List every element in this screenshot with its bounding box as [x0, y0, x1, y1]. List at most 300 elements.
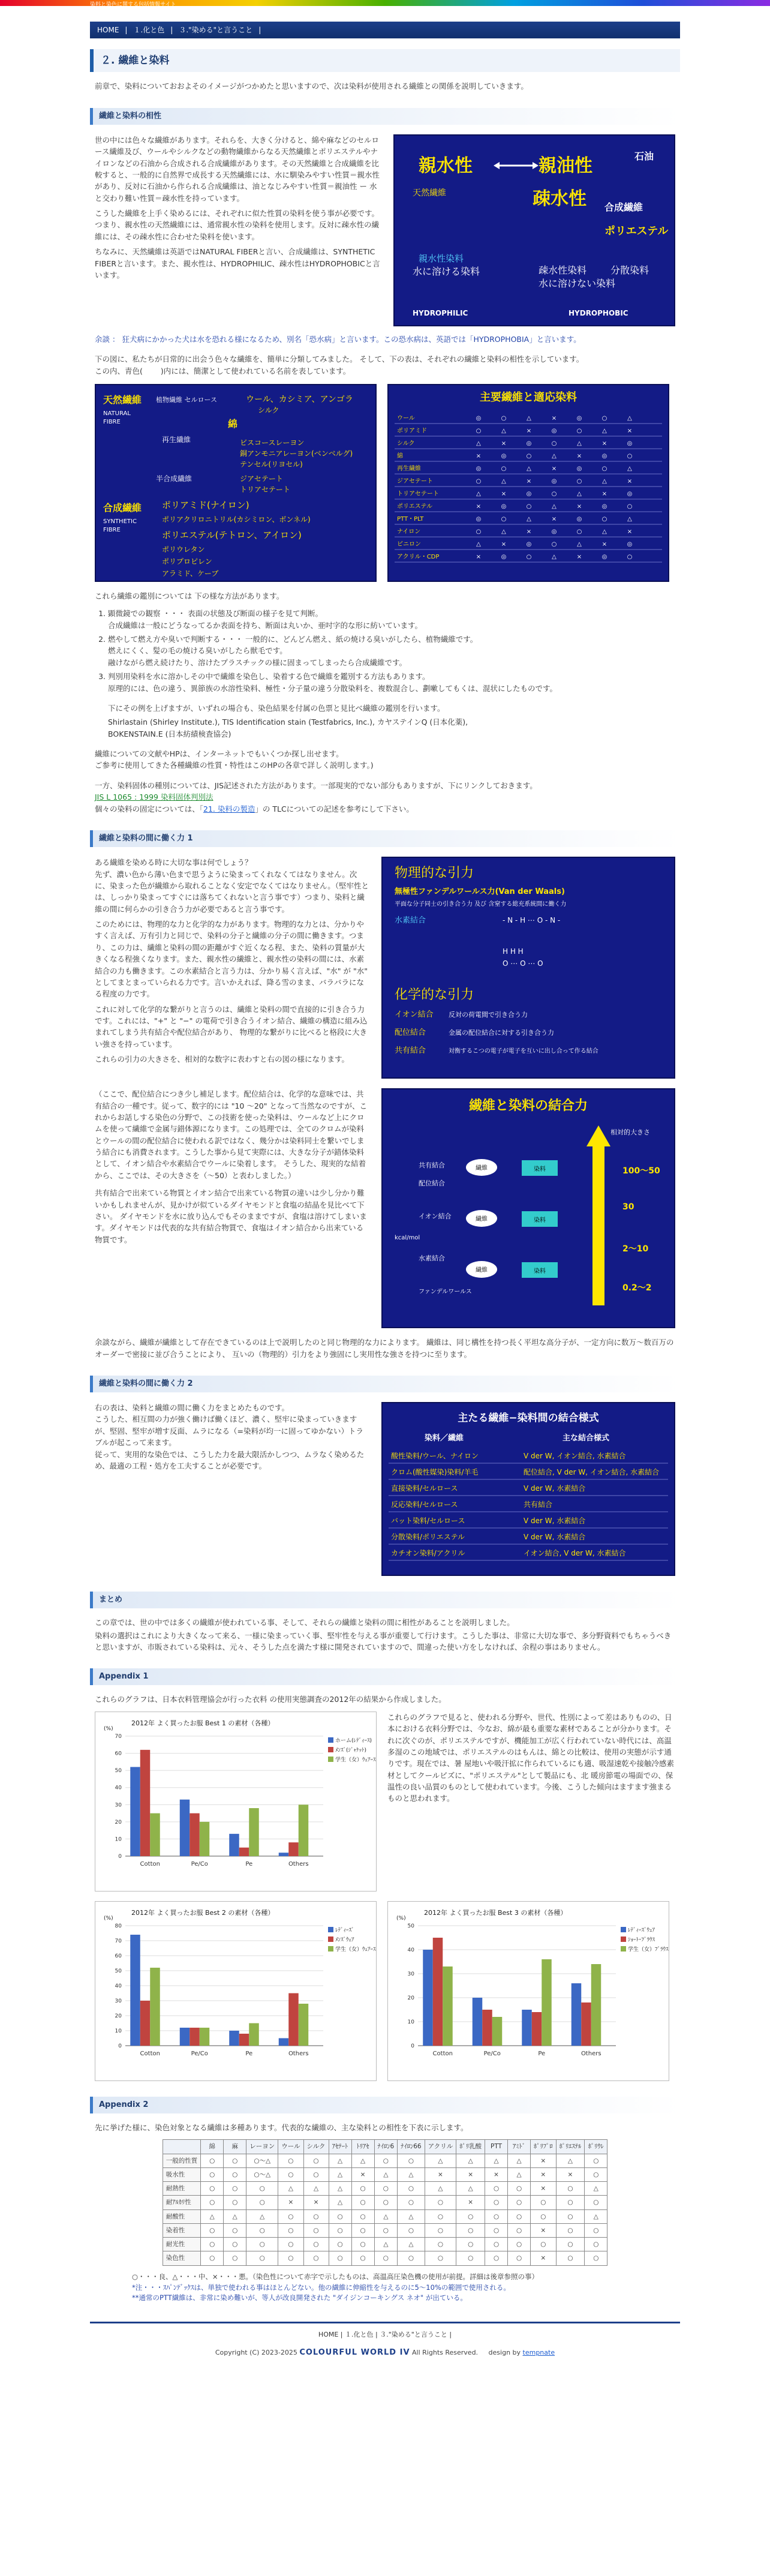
- chart-title: 2012年 よく買ったお服 Best 1 の素材（各種）: [131, 1719, 275, 1727]
- d3-mark: ×: [576, 503, 582, 510]
- d5-dye-label-2: 染料: [534, 1217, 546, 1224]
- table-cell: ×: [456, 2196, 485, 2209]
- chart-tick-label: 30: [407, 1971, 414, 1977]
- table-cell: ○: [374, 2251, 398, 2265]
- d2-cupra: 銅アンモニアレーヨン(ベンベルグ): [240, 449, 353, 458]
- chart-bar: [249, 1808, 259, 1856]
- d3-mark: ◎: [501, 553, 507, 560]
- table-cell: ○: [585, 2251, 607, 2265]
- table-cell: ○: [531, 2209, 557, 2223]
- table-cell: ○: [303, 2251, 329, 2265]
- table-cell: ×: [531, 2223, 557, 2237]
- chart-tick-label: 40: [115, 1785, 122, 1791]
- d3-mark: ○: [526, 452, 532, 460]
- table-cell: ○: [456, 2223, 485, 2237]
- table-cell: ○: [531, 2238, 557, 2251]
- d3-mark: ×: [501, 490, 507, 497]
- design-credit: design by: [488, 2349, 521, 2357]
- d3-mark: ○: [601, 465, 607, 472]
- chart-bar: [239, 1848, 249, 1856]
- section-heading-appendix-1: Appendix 1: [90, 1668, 680, 1685]
- table-cell: ○: [456, 2209, 485, 2223]
- d2-regen: 再生繊維: [162, 435, 191, 444]
- d3-mark: ○: [627, 452, 633, 460]
- forces2-text: [95, 1402, 371, 1576]
- forces-para-1: ある繊維を染める時に大切な事は何でしょう？ 先ず、濃い色から薄い色まで思うように染まってくれなくてはなりません。次に、染まった色が繊維から取れることなく安定でなくてはなりません。（堅牢性とは、しっかり染まってすぐには落ちてくれないと言う事です）つまり、染料と繊維の間に何らかの引き合う力が必要であると言う事です。: [95, 858, 369, 914]
- d3-mark: ×: [501, 541, 507, 548]
- table-cell: △: [303, 2182, 329, 2196]
- svg-text:O ⋯ O ⋯ O: O ⋯ O ⋯ O: [503, 959, 543, 968]
- d3-row-label: 綿: [397, 452, 403, 460]
- attraction-diagram: [381, 857, 675, 1079]
- page-title: ２. 繊維と染料: [90, 49, 680, 72]
- d5-axis: 相対的大きさ: [610, 1128, 650, 1137]
- bond-type-table-diagram: [381, 1402, 675, 1576]
- d5-v4: 0.2〜2: [622, 1283, 652, 1293]
- table-cell: △: [278, 2182, 303, 2196]
- d6-bond: V der W, イオン結合, 水素結合: [524, 1452, 626, 1461]
- d3-mark: ◎: [501, 503, 507, 510]
- d6-dye-fiber: 直接染料/セルロース: [391, 1484, 458, 1493]
- table-header-cell: ﾄﾘｱｾ: [351, 2140, 374, 2154]
- table-row: [163, 2209, 607, 2223]
- table-cell: ○: [425, 2209, 456, 2223]
- d5-cov: 共有結合: [419, 1161, 445, 1170]
- table-cell: ○: [201, 2196, 224, 2209]
- table-cell: △: [201, 2209, 224, 2223]
- identification-intro: これら繊維の鑑別については 下の様な方法があります。: [95, 591, 284, 601]
- footer-separator: |: [340, 2331, 343, 2339]
- table-cell: △: [556, 2154, 585, 2167]
- section-heading-appendix-2: Appendix 2: [90, 2097, 680, 2113]
- chart-legend-label: 学生（女）ｳｪｱｰｽ: [335, 1757, 376, 1763]
- table-cell: ○: [508, 2238, 531, 2251]
- page-wrapper: [90, 6, 680, 2359]
- appendix1-side-text: これらのグラフで見ると、使われる分野や、世代、性別によって差はありものの、日本における衣料分野では、今なお、綿が最も重要な素材であることが分かります。それに次ぐのが、ポリエステルですが、機能加工が広く行われていない時代には、高温多湿のこの地域では、ポリエステルのはもんは、綿との比較は、使用の実態が示す通りです。現在では、暑 屋地いや吸汗拡に作られているにも適、吸湿速乾や接触冷感素材としてクールビズに、"ポリエステル"として製品にも、北 暖房節電の場面での、保温性の良い品質のものとして使われています。今後、こうした傾向はますます強まるものと思われます。: [387, 1712, 674, 1803]
- table-cell: ○: [556, 2251, 585, 2265]
- fiber-table-intro-text: 下の図に、私たちが日常的に出会う色々な繊維を、簡単に分類してみました。 そして、下の表は、それぞれの繊維と染料の相性を示しています。: [95, 355, 584, 364]
- d3-row-label: ウール: [397, 415, 415, 422]
- d4-vdw: 無極性ファンデルワールス力(Van der Waals): [395, 887, 565, 897]
- d3-mark: △: [501, 427, 506, 434]
- chart-tick-label: 50: [407, 1923, 414, 1929]
- table-row: [163, 2251, 607, 2265]
- table-header-cell: ウール: [278, 2140, 303, 2154]
- forces-para-4: これらの引力の大きさを、相対的な数字に表わすと右の図の様になります。: [95, 1055, 350, 1064]
- chart-legend-label: ホーム(ﾚﾃﾞｨｰｽ): [335, 1737, 372, 1744]
- d6-bond: 共有結合: [524, 1500, 553, 1509]
- table-cell: ○: [585, 2154, 607, 2167]
- d3-mark: ◎: [526, 490, 532, 497]
- chart-best2: [95, 1901, 377, 2081]
- affinity-text: [95, 134, 383, 326]
- breadcrumb-nav: [90, 22, 680, 38]
- table-cell: ×: [556, 2167, 585, 2181]
- chart-title: 2012年 よく買ったお服 Best 3 の素材（各種）: [424, 1908, 567, 1917]
- d3-mark: △: [627, 515, 632, 523]
- chart-tick-label: 20: [407, 1995, 414, 2001]
- d3-mark: ○: [476, 427, 482, 434]
- affinity-para-1: 世の中には色々な繊維があります。それらを、大きく分けると、綿や麻などのセルロース繊維及び、ウールやシルクなどの動物繊維からなる天然繊維とポリエステルやナイロンなどの石油から合成される合成繊維があります。その天然繊維と合成繊維を比較すると、一般的に自然界で成長する天然繊維には、水に馴染みやすい性質＝親水性があり、反対に石油から作られる合成繊維は、油となじみやすい性質＝親油性 ー 水と交わり難い性質＝疎水性を持っています。: [95, 135, 380, 203]
- d6-title: 主たる繊維−染料間の結合様式: [458, 1412, 599, 1425]
- d4-ionic: イオン結合: [395, 1010, 434, 1020]
- table-cell: ○: [485, 2209, 508, 2223]
- d3-mark: ×: [526, 478, 532, 485]
- table-cell: ○: [374, 2196, 398, 2209]
- chart-legend-swatch: [328, 1747, 333, 1752]
- chart-tick-label: 40: [407, 1947, 414, 1953]
- d2-triacetate: トリアセテート: [240, 485, 290, 494]
- chart-best3-svg: [388, 1902, 669, 2080]
- d1-arrow-head: [533, 162, 539, 169]
- d5-fiber-label-1: 繊維: [476, 1165, 488, 1172]
- table-cell: ○: [329, 2223, 351, 2237]
- chart-tick-label: 0: [118, 1853, 122, 1860]
- table-cell: ○: [374, 2154, 398, 2167]
- chart-tick-label: 40: [115, 1983, 122, 1989]
- table-header-cell: ﾎﾟﾘﾌﾟﾛ: [531, 2140, 557, 2154]
- table-cell: ○: [246, 2182, 278, 2196]
- table-cell: ○: [508, 2196, 531, 2209]
- chart-bar: [299, 2004, 309, 2046]
- d3-mark: ◎: [601, 452, 607, 460]
- chart-bar: [443, 1966, 453, 2046]
- chart-category-label: Pe/Co: [483, 2050, 501, 2057]
- table-cell: ○: [246, 2238, 278, 2251]
- d1-oil: 石油: [634, 150, 654, 162]
- chart-tick-label: 80: [115, 1923, 122, 1929]
- chart-bar: [288, 1993, 299, 2046]
- d6-bond: V der W, 水素結合: [524, 1533, 586, 1542]
- table-cell: ○: [351, 2196, 374, 2209]
- attraction-svg: [383, 858, 674, 1077]
- chart-category-label: Cotton: [140, 2050, 160, 2057]
- chart-bar: [229, 2031, 239, 2046]
- table-cell: ○: [531, 2196, 557, 2209]
- chart-bar: [279, 1853, 289, 1856]
- table-cell: △: [351, 2154, 374, 2167]
- tlc-note: [95, 803, 675, 815]
- d3-mark: ○: [551, 541, 557, 548]
- nav-separator: |: [258, 25, 261, 34]
- d3-mark: ○: [627, 503, 633, 510]
- stain-products-1: Shirlastain (Shirley Institute.), TIS Identification stain (Testfabrics, Inc.), カヤステインQ (日本化薬),: [108, 717, 468, 727]
- table-cell: ○: [351, 2251, 374, 2265]
- d3-mark: ○: [501, 465, 507, 472]
- fiber-classification-svg: [96, 385, 375, 581]
- d6-dye-fiber: クロム(酸性媒染)染料/羊毛: [391, 1468, 479, 1477]
- chart-bar: [239, 2034, 249, 2046]
- d3-mark: ○: [576, 427, 582, 434]
- fiber-table-intro-b: この内、青色(: [95, 366, 143, 376]
- chart-legend-label: 学生（女）ﾌﾞﾗｳｽ: [628, 1946, 669, 1953]
- fiber-dye-matrix-diagram: [387, 384, 669, 582]
- chart-legend-swatch: [621, 1936, 626, 1942]
- d2-plant: 植物繊維 セルロース: [156, 395, 217, 404]
- chart-bar: [279, 2038, 289, 2046]
- summary-para-2: 染料の選択はこれにより大きくなって来る、一様に染まっていく事、堅牢性を与える事が重要して行けます。こうした事は、非常に大切な事で、多分野資料でもちゃうべきと思いますが、市販されている染料は、元々、そうした点を満たす様に開発されていますので、間違った使い方をしなければ、余程の事はありません。: [95, 1631, 672, 1652]
- table-row: [163, 2167, 607, 2181]
- chart-tick-label: 70: [115, 1938, 122, 1944]
- summary-para-1: この章では、世の中では多くの繊維が使われている事、そして、それらの繊維と染料の間に相性があることを説明しました。: [95, 1618, 515, 1628]
- chart-category-label: Others: [288, 2050, 309, 2057]
- d1-arrow-tail: [494, 162, 500, 169]
- d4-chemical: 化学的な引力: [395, 987, 474, 1003]
- designer-link[interactable]: tempnate: [522, 2349, 555, 2357]
- stain-products-2: BOKENSTAIN.E (日本紡績検査協会): [108, 729, 231, 738]
- d3-row-label: ビニロン: [397, 541, 421, 548]
- d4-vdw-desc: 平面な分子同士の引き合う力 及び 含窒する総充系統間に働く力: [395, 901, 567, 908]
- d6-h2: 主な結合様式: [563, 1434, 610, 1443]
- d5-dye-label-3: 染料: [534, 1268, 546, 1275]
- d3-mark: ◎: [627, 440, 633, 447]
- d4-ionic-desc: 反対の荷電間で引き合う力: [449, 1011, 528, 1019]
- table-cell: ○: [224, 2196, 246, 2209]
- copyright: [90, 2347, 680, 2359]
- chart-legend-swatch: [621, 1927, 626, 1932]
- d2-tencel: テンセル(リヨセル): [240, 460, 303, 469]
- chart-tick-label: 10: [115, 1836, 122, 1843]
- chart-bar: [572, 1983, 582, 2046]
- d3-mark: ○: [551, 440, 557, 447]
- chart-bar: [200, 1822, 210, 1856]
- d3-mark: △: [577, 490, 582, 497]
- table-cell: △: [246, 2209, 278, 2223]
- chart-bar: [482, 2010, 492, 2046]
- table-row: [163, 2154, 607, 2167]
- d6-dye-fiber: 酸性染料/ウール、ナイロン: [391, 1452, 479, 1461]
- table-cell: ○: [374, 2223, 398, 2237]
- table-cell: ○: [201, 2238, 224, 2251]
- chart-title: 2012年 よく買ったお服 Best 2 の素材（各種）: [131, 1908, 275, 1917]
- d2-wool: ウール、カシミア、アンゴラ: [246, 394, 353, 404]
- aside-hydrophobia: 余談 ： 狂犬病にかかった犬は水を恐れる様になるため、別名「恐水病」と言います。この恐水病は、英語では「HYDROPHOBIA」と言います。: [95, 334, 581, 344]
- table-cell: △: [329, 2196, 351, 2209]
- table-cell: ○: [224, 2238, 246, 2251]
- bond-strength-svg: [383, 1089, 674, 1327]
- d3-mark: △: [552, 452, 557, 460]
- d2-pla: ポリアクリロニトリル(カシミロン、ボンネル): [162, 515, 311, 524]
- literature-note-b: ご参考に使用してきた各種繊維の性質・特性はこのHPの各章で詳しく説明します。): [95, 761, 374, 770]
- d6-bond: 配位結合, V der W, イオン結合, 水素結合: [524, 1468, 660, 1477]
- footer-prev-link[interactable]: １.化と色: [345, 2331, 374, 2339]
- table-header-cell: 麻: [224, 2140, 246, 2154]
- identification-methods: [108, 608, 675, 694]
- table-cell: ○: [556, 2209, 585, 2223]
- chart-legend-label: ﾚﾃﾞｨｰｽﾞ: [335, 1927, 354, 1933]
- d3-mark: ×: [576, 452, 582, 460]
- d3-mark: △: [527, 465, 531, 472]
- chart-bar: [200, 2028, 210, 2046]
- d5-title: 繊維と染料の結合力: [468, 1098, 588, 1114]
- table-cell: ○: [425, 2251, 456, 2265]
- table-cell: ○: [508, 2209, 531, 2223]
- d3-mark: ×: [551, 465, 557, 472]
- table-cell: ○: [556, 2196, 585, 2209]
- section-heading-forces-2: 繊維と染料の間に働く力 2: [90, 1376, 680, 1392]
- d3-mark: ◎: [576, 465, 582, 472]
- d3-mark: ×: [551, 415, 557, 422]
- d3-mark: ×: [627, 478, 633, 485]
- chart-category-label: Pe/Co: [191, 2050, 208, 2057]
- table-cell: ○: [329, 2251, 351, 2265]
- table-cell: ○: [224, 2154, 246, 2167]
- chart-bar: [229, 1834, 239, 1856]
- table-cell: 耐熱性: [163, 2182, 201, 2196]
- chart-category-label: Others: [580, 2050, 601, 2057]
- table-cell: △: [398, 2238, 425, 2251]
- identification-tail: 下にその例を上げますが、いずれの場合も、染色結果を付属の色票と見比べ繊維の鑑別を行います。: [108, 703, 445, 713]
- nav-next-link[interactable]: ３."染める"と言うこと: [179, 25, 253, 34]
- table-cell: ×: [351, 2167, 374, 2181]
- chart-tick-label: 10: [115, 2028, 122, 2034]
- chart-legend-label: ﾚﾃﾞｨｰｽﾞｳｪｱ: [628, 1927, 655, 1933]
- table-note: *注・・・ｽﾊﾟﾝﾃﾞｯｸｽは、単独で使われる事はほとんどない。他の繊維に伸縮性を与えるのに5〜10%の範囲で使用される。: [132, 2283, 510, 2292]
- literature-note: 繊維についての文献やHPは、インターネットでもいくつか探し出せます。: [95, 749, 344, 759]
- table-cell: △: [224, 2209, 246, 2223]
- table-cell: ×: [531, 2251, 557, 2265]
- chart-tick-label: 20: [115, 2013, 122, 2019]
- table-cell: ○: [278, 2238, 303, 2251]
- table-cell: ○: [456, 2251, 485, 2265]
- chart-tick-label: 30: [115, 1802, 122, 1809]
- tlc-note-b: 」の TLCについての記述を参考にして下さい。: [255, 804, 414, 813]
- section-heading-forces-1: 繊維と染料の間に働く力 1: [90, 830, 680, 847]
- chart-tick-label: 0: [411, 2043, 414, 2049]
- d2-pe: ポリエステル(テトロン、アイロン): [162, 529, 302, 541]
- forces2-para-3: 従って、実用的な染色では、こうした力を最大限活かしつつ、ムラなく染めるため、最適の工程・処方を工夫することが必要です。: [95, 1449, 365, 1470]
- d4-physical: 物理的な引力: [395, 866, 474, 881]
- table-cell: △: [585, 2209, 607, 2223]
- table-row: [163, 2238, 607, 2251]
- chart-legend-swatch: [328, 1927, 333, 1932]
- jis-link[interactable]: JIS L 1065 : 1999 染料固体判別法: [95, 792, 213, 802]
- table-cell: ○: [585, 2238, 607, 2251]
- d3-row-label: ジアセテート: [397, 478, 433, 485]
- chart-bar: [542, 1959, 552, 2046]
- d3-mark: △: [552, 553, 557, 560]
- fiber-property-table: [163, 2139, 608, 2265]
- d3-mark: ×: [526, 427, 532, 434]
- table-header-cell: レーヨン: [246, 2140, 278, 2154]
- d3-mark: ◎: [601, 503, 607, 510]
- table-cell: 耐酸性: [163, 2209, 201, 2223]
- chart-bar: [130, 1767, 140, 1856]
- jis-link-row: [95, 791, 675, 803]
- nav-prev-link[interactable]: １.化と色: [133, 25, 165, 34]
- d3-row-label: シルク: [397, 440, 415, 447]
- copyright-rights: All Rights Reserved.: [412, 2349, 479, 2357]
- table-cell: ○: [485, 2238, 508, 2251]
- table-cell: ×: [485, 2167, 508, 2181]
- identification-method: 1. 顕微鏡での観察 ・・・ 表面の状態及び断面の様子を見て判断。 合成繊維は一般にどうなってるか表面を持ち、断面は丸いか、亜吋字的な形に紡いています。: [108, 608, 675, 631]
- table-cell: ○: [398, 2196, 425, 2209]
- table-cell: 耐光性: [163, 2238, 201, 2251]
- d5-ionic: イオン結合: [419, 1212, 452, 1221]
- d2-synthetic: 合成繊維: [103, 502, 142, 514]
- d2-pa: ポリアミド(ナイロン): [162, 499, 249, 511]
- d3-mark: ◎: [551, 478, 557, 485]
- table-cell: ○: [425, 2238, 456, 2251]
- chart-category-label: Pe/Co: [191, 1860, 208, 1868]
- section-heading-summary: まとめ: [90, 1592, 680, 1608]
- affinity-para-3: ちなみに、天然繊維は英語ではNATURAL FIBERと言い、合成繊維は、SYNTHETIC FIBERと言います。また、親水性は、HYDROPHILIC、疎水性はHYDROPHOBICと言います。: [95, 247, 380, 280]
- footer-separator: |: [375, 2331, 378, 2339]
- table-cell: △: [374, 2238, 398, 2251]
- chart-bar: [522, 2010, 532, 2046]
- chart-bar: [492, 2017, 503, 2046]
- d3-mark: ×: [601, 440, 607, 447]
- d2-natural-en2: FIBRE: [103, 418, 121, 425]
- chart-legend-swatch: [328, 1757, 333, 1762]
- table-cell: ○: [398, 2154, 425, 2167]
- chart-ylabel: (%): [396, 1915, 406, 1922]
- table-header-cell: ﾅｲﾛﾝ6: [374, 2140, 398, 2154]
- chart-ylabel: (%): [104, 1725, 113, 1732]
- d6-bond: V der W, 水素結合: [524, 1517, 586, 1526]
- footer-next-link[interactable]: ３."染める"と言うこと: [380, 2331, 447, 2339]
- d3-row-label: アクリル・CDP: [397, 553, 440, 560]
- table-cell: ○: [278, 2154, 303, 2167]
- nav-home-link[interactable]: HOME: [97, 25, 119, 34]
- chart-legend-label: ｼｮｰﾄ･ﾌﾞﾗｳｽ: [628, 1936, 655, 1943]
- table-header-cell: ﾎﾟﾘｳﾚ: [585, 2140, 607, 2154]
- d2-silk: シルク: [258, 406, 279, 415]
- table-cell: ○: [278, 2251, 303, 2265]
- d4-cov-desc: 対衡するこつの電子が電子を互いに出し合って作る結合: [449, 1048, 598, 1055]
- chart-ylabel: (%): [104, 1915, 113, 1922]
- chart-legend-label: ﾒﾝｽﾞ(ｼﾞｬｹｯﾄ): [335, 1747, 367, 1754]
- table-cell: ○: [456, 2238, 485, 2251]
- chart-bar: [591, 1964, 601, 2046]
- chart-best1: [95, 1712, 377, 1892]
- table-cell: ○: [374, 2182, 398, 2196]
- chart-tick-label: 0: [118, 2043, 122, 2049]
- d3-mark: △: [476, 541, 481, 548]
- chart-bar: [180, 2028, 190, 2046]
- table-cell: ○〜△: [246, 2167, 278, 2181]
- svg-text:H H H: H H H: [503, 947, 524, 956]
- table-cell: ○: [556, 2223, 585, 2237]
- d3-mark: ○: [476, 528, 482, 535]
- table-cell: ○: [485, 2182, 508, 2196]
- d1-en2: HYDROPHOBIC: [569, 308, 628, 317]
- d3-mark: ○: [627, 553, 633, 560]
- chart-bar: [140, 2001, 151, 2046]
- table-cell: ○: [278, 2223, 303, 2237]
- d5-v2: 30: [622, 1202, 634, 1212]
- table-cell: △: [329, 2154, 351, 2167]
- d3-mark: ○: [576, 478, 582, 485]
- footer-home-link[interactable]: HOME: [318, 2331, 339, 2339]
- d5-fiber-label-3: 繊維: [476, 1267, 488, 1274]
- diamond-salt-para: 共有結合で出来ている物質とイオン結合で出来ている物質の違いは少し分かり難いかもしれませんが、見かけが似ているダイヤモンドと食塩の結晶を見比べて下さい。 ダイヤモンドを水に放り込んでもそのままですが、食塩は溶けてしまいます。ダイヤモンドは代表的な共有結合物質で、食塩はイオン結合から出来ている物質です。: [95, 1188, 367, 1244]
- table-header-cell: ﾅｲﾛﾝ66: [398, 2140, 425, 2154]
- table-cell: ○: [556, 2238, 585, 2251]
- d1-dye1: 親水性染料: [419, 253, 464, 264]
- table-cell: △: [329, 2182, 351, 2196]
- d1-dye3: 分散染料: [610, 264, 649, 276]
- jis-intro: 一方、染料固体の種別については、JIS記述された方法があります。一部現実的でない部分もありますが、下にリンクしておきます。: [95, 780, 537, 790]
- table-cell: ○: [329, 2238, 351, 2251]
- dye-manufacture-link[interactable]: 21. 染料の製造: [203, 804, 255, 813]
- footer-nav: [90, 2322, 680, 2340]
- d3-mark: ◎: [551, 528, 557, 535]
- d3-mark: △: [577, 541, 582, 548]
- table-cell: △: [425, 2182, 456, 2196]
- table-cell: ○: [303, 2167, 329, 2181]
- d6-dye-fiber: 反応染料/セルロース: [391, 1500, 458, 1509]
